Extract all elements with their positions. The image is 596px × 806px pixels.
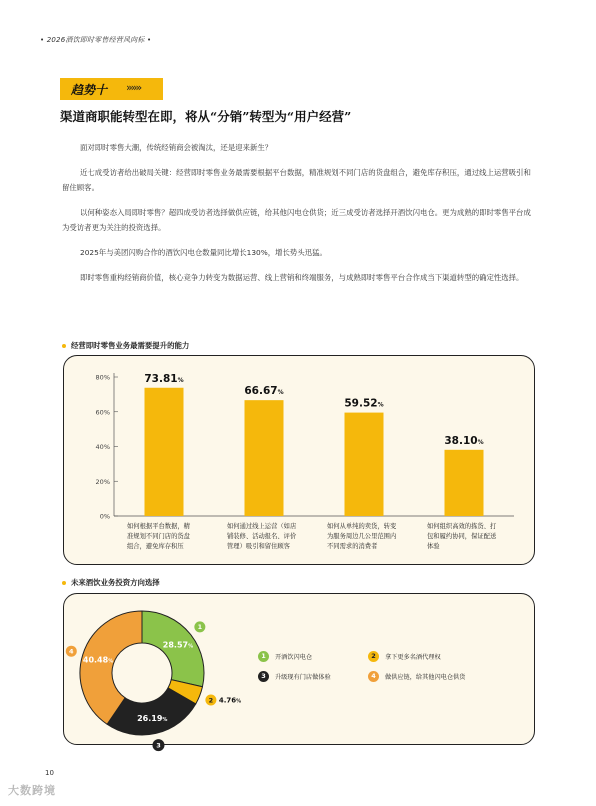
category-label-line: 准规划不同门店的货盘 xyxy=(127,533,190,540)
legend-badge-1: 1 xyxy=(258,651,269,662)
category-label-line: 如何根据平台数据，精 xyxy=(127,523,190,530)
bullet-dot-icon xyxy=(62,581,66,585)
trend-badge xyxy=(60,78,163,100)
category-label xyxy=(127,521,191,550)
section-title-investment xyxy=(62,577,160,588)
category-label-line: 包和履约协同，保证配送 xyxy=(427,533,497,540)
page-number: 10 xyxy=(45,769,54,777)
slice-value-number: 4.76 xyxy=(218,696,237,705)
slice-badge-number: 4 xyxy=(69,647,74,656)
data-label-number: 59.52 xyxy=(344,397,378,410)
donut-chart xyxy=(64,594,536,750)
bar-chart-box xyxy=(63,355,535,565)
chevron-icon: »»» xyxy=(126,81,141,94)
legend-label-3: 升级现有门店做体验 xyxy=(275,674,331,681)
slice-value-number: 28.57 xyxy=(162,640,189,650)
category-label-line: 管理）吸引和留住顾客 xyxy=(227,543,290,550)
donut-chart-box xyxy=(63,593,535,750)
slice-value-unit: % xyxy=(108,658,114,665)
legend-label-2: 拿下更多名酒代理权 xyxy=(385,654,441,661)
headline: 渠道商职能转型在即，将从“分销”转型为“用户经营” xyxy=(60,109,352,124)
data-label-number: 66.67 xyxy=(244,385,278,398)
legend-label-1: 开酒饮闪电仓 xyxy=(275,654,313,661)
category-label-line: 如何通过线上运营（如店 xyxy=(227,523,297,530)
trend-badge-label: 趋势十 xyxy=(71,83,108,97)
slice-value-unit: % xyxy=(188,643,194,650)
bar-chart xyxy=(64,356,536,566)
bar xyxy=(145,388,184,516)
section-title-capabilities xyxy=(62,340,189,351)
slice-badge-number: 1 xyxy=(197,623,203,632)
paragraph-2: 近七成受访者给出破局关键：经营即时零售业务最需要根据平台数据，精准规划不同门店的货盘组合，避免库存积压，通过线上运营吸引和留住顾客。 xyxy=(62,168,531,192)
bar xyxy=(245,400,284,516)
watermark-logo: 大数跨境 xyxy=(8,784,56,797)
legend-item-3 xyxy=(258,671,331,682)
category-label-line: 铺装修、活动报名、评价 xyxy=(227,533,297,540)
category-label xyxy=(427,521,497,550)
bar xyxy=(445,450,484,516)
y-tick-label: 20% xyxy=(95,477,110,486)
paragraph-4: 2025年与美团闪购合作的酒饮闪电仓数量同比增长130%，增长势头迅猛。 xyxy=(80,248,327,257)
document-header: • 2026酒饮即时零售经营风向标 • xyxy=(40,36,152,44)
legend-badge-2: 2 xyxy=(368,651,379,662)
data-label xyxy=(344,398,383,410)
slice-value-number: 40.48 xyxy=(82,655,109,665)
data-label xyxy=(244,385,283,397)
category-label-line: 体验 xyxy=(427,543,440,550)
category-label xyxy=(227,521,297,550)
y-tick-label: 60% xyxy=(95,408,110,417)
category-label xyxy=(327,521,397,550)
bullet-dot-icon xyxy=(62,344,66,348)
paragraph-5: 即时零售重构经销商价值，核心竞争力转变为数据运营、线上营销和终端服务，与成熟即时零售平台合作成当下渠道转型的确定性选择。 xyxy=(80,273,524,282)
category-label-line: 组合，避免库存积压 xyxy=(127,543,184,550)
data-label-unit: % xyxy=(477,438,484,446)
y-tick-label: 80% xyxy=(95,373,110,382)
data-label xyxy=(444,435,483,447)
paragraph-1: 面对即时零售大潮，传统经销商会被淘汰，还是迎来新生？ xyxy=(80,143,273,152)
data-label-number: 73.81 xyxy=(144,372,178,385)
legend-item-4 xyxy=(368,671,465,682)
legend-badge-3: 3 xyxy=(258,671,269,682)
legend-item-2 xyxy=(368,651,441,662)
y-tick-label: 40% xyxy=(95,443,110,451)
section-title-text: 未来酒饮业务投资方向选择 xyxy=(71,578,160,587)
paragraph-3: 以何种姿态入局即时零售？超四成受访者选择做供应链，给其他闪电仓供货；近三成受访者选择开酒饮闪电仓。更为成熟的即时零售平台成为受访者更为关注的投资选择。 xyxy=(62,208,531,232)
section-title-text: 经营即时零售业务最需要提升的能力 xyxy=(71,341,190,350)
bar xyxy=(345,413,384,516)
category-label-line: 如何从单纯的卖货，转变 xyxy=(327,523,397,530)
data-label-unit: % xyxy=(177,376,184,384)
legend-item-1 xyxy=(258,651,312,662)
data-label-unit: % xyxy=(377,401,384,409)
slice-badge-number: 2 xyxy=(208,696,214,705)
slice-badge-number: 3 xyxy=(156,741,161,750)
category-label-line: 如何组织高效的拣货、打 xyxy=(427,523,497,530)
slice-value-unit: % xyxy=(236,698,242,705)
category-label-line: 不同需求的消费者 xyxy=(327,543,378,550)
y-tick-label: 0% xyxy=(99,512,110,521)
slice-value-number: 26.19 xyxy=(137,713,163,723)
legend-badge-4: 4 xyxy=(368,671,379,682)
data-label-number: 38.10 xyxy=(444,434,478,447)
category-label-line: 为服务周边几公里范围内 xyxy=(327,533,397,540)
legend-label-4: 做供应链，给其他闪电仓供货 xyxy=(385,674,466,681)
data-label xyxy=(144,373,183,385)
slice-value-label xyxy=(219,697,241,705)
slice-value-unit: % xyxy=(162,716,168,723)
data-label-unit: % xyxy=(277,389,284,397)
